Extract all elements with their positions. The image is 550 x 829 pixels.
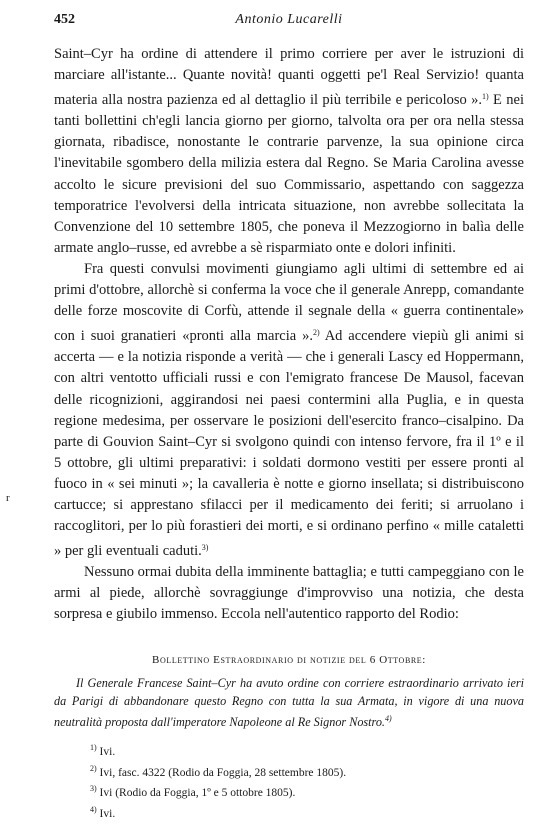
running-head: Antonio Lucarelli [235, 12, 343, 27]
footnote-mark: 1) [90, 743, 97, 752]
paragraph-2-text: Fra questi convulsi movimenti giungiamo agli ultimi di settembre ed ai primi d'ottobre, allorchè si conferma la voce che il generale Anrepp, comandante delle forze moscovite di Corfù, attende il segnale della « guerra continentale» con i suoi granatieri «pronti alla marcia ». [54, 260, 524, 345]
page-number: 452 [54, 12, 75, 27]
paragraph-2 [54, 259, 524, 562]
footnote-ref-2[interactable]: 2) [312, 328, 320, 338]
footnote-text: Ivi (Rodio da Foggia, 1º e 5 ottobre 1805). [99, 787, 296, 799]
footnotes [90, 740, 510, 822]
footnote-3 [90, 781, 510, 802]
body-text [54, 44, 524, 626]
bulletin-text [54, 674, 524, 731]
page-header [54, 12, 524, 32]
footnote-ref-1[interactable]: 1) [482, 92, 489, 102]
footnote-text: Ivi. [99, 746, 116, 758]
footnote-ref-3[interactable]: 3) [201, 543, 209, 553]
paragraph-1-text: Saint–Cyr ha ordine di attendere il primo corriere per aver le istruzioni di marciare all'istante... Quante novità! quanti oggetti pe'l Real Servizio! quanta materia alla nostra pazienza ed al dettaglio il più terribile e pericoloso ». [54, 46, 524, 109]
paragraph-1 [54, 44, 524, 259]
bulletin-title: Bollettino Estraordinario di notizie del 6 Ottobre: [152, 654, 426, 666]
footnote-text: Ivi, fasc. 4322 (Rodio da Foggia, 28 settembre 1805). [99, 766, 347, 779]
footnote-ref-4[interactable]: 4) [384, 714, 392, 723]
footnote-2 [90, 761, 510, 782]
paragraph-3 [54, 562, 524, 625]
margin-mark: r [6, 492, 10, 504]
footnote-mark: 3) [90, 784, 97, 793]
bulletin-body: Il Generale Francese Saint–Cyr ha avuto ordine con corriere estraordinario arrivato ieri da Parigi di abbandonare questo Regno con tutta la sua Armata, in vigore di una nuova neutralità proposta dall'imperatore Napoleone al Re Signor Nostro. [54, 676, 524, 729]
footnote-1 [90, 740, 510, 761]
paragraph-2-text-continued: Ad accendere viepiù gli animi si accerta — e la notizia risponde a verità — che i generali Lascy ed Hoppermann, con altri ventotto ufficiali russi e con l'emigrato francese De Mausol, facevan delle ricognizioni, aggirandosi nei paesi contermini alla Puglia, e in questa regione medesima, per osservare le posizioni dell'esercito franco–cisalpino. Da parte di Gouvion Saint–Cyr si svolgono quindi con intenso fervore, fra il 1º e il 5 ottobre, gli ultimi preparativi: i soldati dormono vestiti per essere pronti al fuoco in « sei minuti »; la cavalleria è notte e giorno insellata; si distribuiscono cartucce; si apprestano sfilacci per il medicamento dei feriti; si arruolano i raccoglitori, per lo più forastieri dei morti, e si ordinano perfino « mille cataletti » per gli eventuali caduti. [54, 328, 524, 560]
footnote-4 [90, 802, 510, 823]
footnote-mark: 2) [90, 763, 97, 773]
paragraph-1-text-continued: E nei tanti bollettini ch'egli lancia giorno per giorno, talvolta ora per ora nella stessa giornata, ribadisce, nonostante le contrarie parvenze, la sua opinione circa l'inevitabile sgombero della milizia estera dal Regno. Se Maria Carolina avesse accolto le sicure previsioni del suo Commissario, aspettando con saggezza temporatrice l'evolversi della intricata situazione, non avrebbe sollecitata la Convenzione del 10 settembre 1805, che poneva il Mezzogiorno in balìa delle armate anglo–russe, ed avrebbe a sè risparmiato onte e dolori infiniti. [54, 92, 524, 256]
footnote-text: Ivi. [99, 807, 116, 820]
paragraph-3-text: Nessuno ormai dubita della imminente battaglia; e tutti campeggiano con le armi al piede, allorchè sovraggiunge d'improvviso una notizia, che desta sorpresa e giubilo immenso. Eccola nell'autentico rapporto del Rodio: [54, 564, 524, 623]
footnote-mark: 4) [90, 804, 97, 814]
